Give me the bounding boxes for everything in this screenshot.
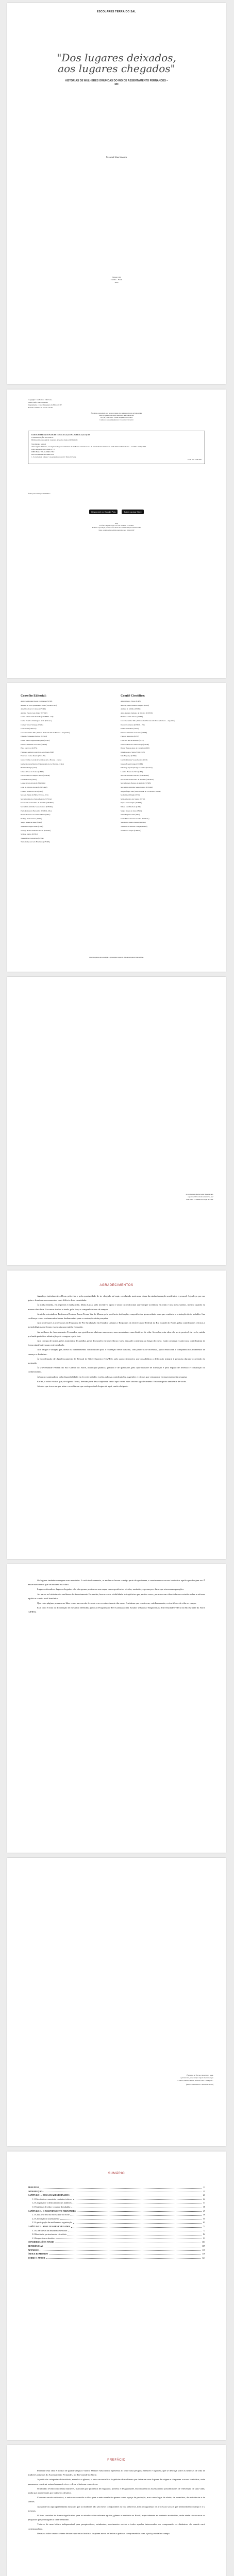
board-member: Vânia Alves Martins Chaigar (FURG) bbox=[121, 825, 147, 827]
board-member: Élsio José Corá (UFFS) bbox=[21, 747, 38, 750]
board-member: Maria Cristina dos Santos Bezerra (UFSCar) bbox=[21, 798, 52, 800]
book-title: "Dos lugares deixados, aos lugares chegados" bbox=[57, 52, 176, 75]
app-store-badge[interactable]: Baixe na App Store bbox=[122, 510, 143, 514]
page-title-page bbox=[7, 3, 226, 384]
paragraph: A partir das categorias de território, memória e gênero, o autor reconstrói as trajetórias de mulheres que deixaram seus lugares de origem e chegaram a novos territórios, onde passaram a construir outras formas de viver e de se relacionar com a terra. bbox=[28, 2478, 205, 2485]
page-summary bbox=[7, 2151, 226, 2440]
board-right-column bbox=[121, 694, 213, 833]
page-dedication bbox=[7, 977, 226, 1265]
toc-entry-title: 2.3 A participação das mulheres na organização bbox=[32, 2221, 72, 2224]
paragraph: A todos que torceram por mim e acreditaram que seria possível chegar até aqui, muito obrigado. bbox=[37, 1385, 128, 1388]
paragraph: À banca examinadora, pela disponibilidade em ler este trabalho e pelas valiosas contribuições, sugestões e críticas que certamente enriqueceram esta pesquisa. bbox=[37, 1375, 188, 1378]
epigraph-line: "É preciso ter força, é preciso ter raça, bbox=[186, 2074, 213, 2076]
footer-line: Foi feito o depósito legal conf. Lei 10.994 de 14/12/2004 bbox=[99, 524, 134, 527]
board-member: Sérgio Nunes de Jesus (IFRO) bbox=[121, 809, 142, 812]
legal-line: Conheça os nossos lançamentos: www.editoracrv.com.br bbox=[99, 418, 133, 421]
toc-page-number: 24 bbox=[203, 2197, 205, 2200]
toc-entry[interactable] bbox=[28, 2217, 205, 2221]
dedication-line: a quem dedico minha existência, por bbox=[188, 1196, 213, 1198]
cataloging-line: ISBN Digital 978-65-5868-177-3 bbox=[31, 448, 55, 450]
legal-line: É proibida a reprodução total ou parcial desta obra sem a autorização da Editora CRV bbox=[91, 412, 142, 414]
toc-entry[interactable] bbox=[28, 2229, 205, 2233]
board-member: Fernando Antônio Gonçalves Alcoforado (IPB) bbox=[21, 751, 54, 753]
toc-entry-title: CAPÍTULO 3 – AOS LUGARES CHEGADOS bbox=[28, 2225, 71, 2228]
board-left-heading: Conselho Editorial: bbox=[21, 694, 47, 698]
board-member: Antônio Pereira Gaio Júnior (UFRRJ) bbox=[21, 711, 47, 714]
board-member: Gláucia Maria dos Santos Jorge (UFOP) bbox=[121, 743, 149, 745]
board-member: Elizeu Clementino de Souza (UNEB) bbox=[121, 731, 147, 734]
toc-entry[interactable] bbox=[28, 2209, 205, 2213]
toc-entry[interactable] bbox=[28, 2256, 205, 2260]
paragraph: Enfim, a todos e todas que, de alguma forma, fizeram parte desta trajetória, deixo aqui o meu mais sincero agradecimento. Esta conquista também é de vocês. bbox=[37, 1380, 187, 1383]
paragraph: Trata-se de uma leitura indispensável para pesquisadores, estudantes, movimentos sociais e todos aqueles interessados em compreender as dinâmicas do mundo rural contemporâneo. bbox=[28, 2523, 205, 2530]
board-right-list bbox=[121, 700, 213, 832]
toc-entry[interactable] bbox=[28, 2201, 205, 2205]
board-member: Celso Conti (UFSCar) bbox=[21, 727, 37, 730]
toc-page-number: 115 bbox=[202, 2248, 205, 2251]
board-member: Carmen Tereza Velanga (UNIR) bbox=[21, 723, 43, 726]
publisher-name: Editora CRV bbox=[112, 276, 121, 278]
toc-entry-title: 2.2 A formação do assentamento bbox=[32, 2217, 60, 2220]
dedication-line: todo amor e cuidado ao longo da vida. bbox=[186, 1198, 213, 1200]
toc-entry-title: 1.3 Trajetórias de vida e o mundo do trabalho bbox=[32, 2205, 71, 2208]
page-epigraph bbox=[7, 1858, 226, 2146]
toc-entry-title: APÊNDICE bbox=[28, 2248, 39, 2251]
toc-entry-title: CAPÍTULO 2 – O ASSENTAMENTO FERNANDES bbox=[28, 2209, 76, 2212]
board-member: Josania Portela (UFPI) bbox=[21, 778, 37, 781]
board-member: Andréia N. Militão (UEMS) bbox=[121, 708, 141, 710]
paragraph: Este livro é fruto da dissertação de mestrado defendida junto ao Programa de Pós-Graduação em Estudos Urbanos e Regionais da Universidade Federal do Rio Grande do Norte (UFRN). bbox=[28, 1606, 205, 1614]
toc-entry[interactable] bbox=[28, 2197, 205, 2201]
board-member: Simone Rodrigues Pinto (UNB) bbox=[21, 825, 43, 827]
board-member: Lourdes Helena da Silva (UFV) bbox=[121, 770, 143, 773]
toc-entry-title: 2.1 A luta pela terra no Rio Grande do Norte bbox=[32, 2213, 70, 2216]
toc-entry-title: REFERÊNCIAS bbox=[28, 2244, 43, 2247]
board-left-list bbox=[21, 700, 113, 843]
toc-entry[interactable] bbox=[28, 2244, 205, 2248]
board-member: Ana Chrystina Venancio Mignot (UERJ) bbox=[121, 704, 149, 706]
paragraph: À minha família, em especial à minha mãe, Maria Luiza, pelo incentivo, apoio e amor incondicional, que sempre acreditou em mim e nos meus sonhos, mesmo quando eu mesmo duvidava. Aos meus irmãos e irmãs, pela força e companheirismo de sempre. bbox=[28, 1303, 205, 1311]
board-member: Sydione Santos (UEPG) bbox=[21, 833, 38, 836]
toc-leader bbox=[77, 2211, 202, 2212]
continuation-body bbox=[28, 1579, 205, 1615]
toc-entry[interactable] bbox=[28, 2232, 205, 2236]
board-member: Vera Lucia Gaspar (UDESC) bbox=[121, 829, 141, 832]
board-member: Marcos Vinicius Francisco (UNOESTE) bbox=[121, 774, 149, 777]
legal-block bbox=[28, 412, 205, 421]
copyright-line: Copyright © da Editora CRV Ltda. bbox=[28, 399, 53, 401]
dedication bbox=[136, 1193, 213, 1201]
copyright-line: Revisão: Analista de Escrita e Artes bbox=[28, 406, 53, 409]
board-member: Cesar Gerónimo Tello (Universidad Nacional de Três de Febrero – Argentina) bbox=[121, 719, 175, 722]
preface-heading: PREFÁCIO bbox=[107, 2459, 126, 2462]
toc-entry-title: PREFÁCIO bbox=[28, 2186, 39, 2189]
board-member: Aldira Guimarães Duarte Domínguez (UNB) bbox=[21, 700, 53, 702]
paragraph: Aos amigos e amigas que, direta ou indiretamente, contribuíram para a realização deste trabalho, com palavras de incentivo, apoio emocional e companhia nos momentos de cansaço e desânimo. bbox=[28, 1348, 205, 1355]
toc-leader bbox=[73, 2223, 202, 2224]
toc-page-number: 23 bbox=[203, 2194, 205, 2197]
legal-line: Tel.: (41) 3039-6418 - E-mail: sac@editoracrv.com.br bbox=[100, 416, 133, 419]
board-member: Andréia da Silva Quintanilha Sousa (UNIR/UFRN) bbox=[21, 704, 57, 706]
board-member: Mohammed Elhajji (UFRJ) bbox=[121, 794, 140, 796]
board-member: Jussara Fraga Portugal (UNEB) bbox=[121, 762, 143, 765]
toc-page-number: 71 bbox=[203, 2225, 205, 2228]
board-member: Barbara Coelho Neves (UFBA) bbox=[121, 716, 143, 718]
board-member: Francisco Ari de Andrade (UFC) bbox=[121, 739, 144, 741]
cataloging-line: CATALOGAÇÃO NA FONTE bbox=[31, 436, 54, 438]
board-member: Lídia de Oliveira Xavier (UNIEURO) bbox=[21, 786, 47, 789]
toc-entry-title: ÍNDICE REMISSIVO bbox=[28, 2252, 48, 2256]
board-member: Eduardo Fernandes Barbosa (UFMG) bbox=[21, 735, 47, 738]
board-member: Altair Alberto Fávero (UPF) bbox=[121, 700, 141, 702]
toc-entry-title: CONSIDERAÇÕES FINAIS bbox=[28, 2241, 54, 2244]
board-member: Mônica Pereira dos Santos (UFRJ) bbox=[121, 798, 145, 800]
epigraph-source: (Milton Nascimento e Fernando Brant) bbox=[186, 2083, 213, 2086]
acknowledgements-heading: AGRADECIMENTOS bbox=[99, 1284, 133, 1287]
board-member: Anna Augusta Sampaio de Oliveira (UNESP) bbox=[121, 711, 153, 714]
board-member: Nilson José Machado (USP) bbox=[121, 806, 141, 808]
paragraph: Aos professores e professoras do Programa de Pós-Graduação em Estudos Urbanos e Regionais da Universidade Federal do Rio Grande do Norte, pelas contribuições teóricas e metodológicas que foram essenciais para minha formação. bbox=[28, 1321, 205, 1329]
board-member: Najela Tavares Ujiie (UTFPR) bbox=[121, 802, 142, 804]
board-member: Francisco Carlos Duarte (PUC-PR) bbox=[21, 755, 45, 757]
store-badges bbox=[7, 506, 226, 515]
board-member: Carlos Federico Dominguez Avila (Unieuro) bbox=[21, 719, 52, 722]
board-member: José de Ribamar Sousa Pereira (UCB) bbox=[121, 758, 147, 761]
paragraph: À Universidade Federal do Rio Grande do Norte, instituição pública, gratuita e de qualidade, pela oportunidade de formação e pelo espaço de reflexão e construção do conhecimento. bbox=[28, 1366, 205, 1374]
board-member: Marcelo Paixão (UFRJ e UTexas – US) bbox=[21, 794, 48, 796]
board-member: Maria Eurácia Barreto de Andrade (UFRB) bbox=[121, 782, 151, 785]
footer-line: 2020 bbox=[115, 522, 118, 524]
board-member: Sonia Maria Ferreira Koehler (UNISAL) bbox=[121, 817, 149, 820]
publisher-block bbox=[7, 276, 226, 284]
toc-page-number: 15 bbox=[203, 2190, 205, 2193]
cataloging-heading: DADOS INTERNACIONAIS DE CATALOGAÇÃO NA PUBLICAÇÃO (CIP) bbox=[31, 434, 91, 436]
toc-entry-title: CAPÍTULO 1 – DOS LUGARES DEIXADOS bbox=[28, 2194, 70, 2197]
paragraph: À Coordenação de Aperfeiçoamento de Pessoal de Nível Superior (CAPES), pelo apoio financeiro que possibilitou a dedicação integral à pesquisa durante o período do mestrado. bbox=[28, 1357, 205, 1365]
page-editorial-board bbox=[7, 683, 226, 972]
paragraph: Que estas páginas possam ser lidas como um convite à escuta e ao reconhecimento das vozes femininas que constroem, cotidianamente, os territórios da vida no campo. bbox=[37, 1602, 197, 1605]
legal-line: Todos os direitos desta edição reservados pela Editora CRV bbox=[98, 414, 135, 417]
paragraph: As narrativas aqui apresentadas mostram que as mulheres não são meras coadjuvantes na luta pela terra, mas protagonistas de processos sociais que transformam o campo e a si mesmas. bbox=[28, 2505, 205, 2512]
copyright-footer bbox=[28, 522, 205, 531]
epigraph-line: é preciso ter gana sempre. Quem traz no corpo bbox=[180, 2077, 213, 2079]
toc-entry-title: 1.1 O território e a memória: caminhos teóricos bbox=[32, 2197, 72, 2200]
toc-entry[interactable] bbox=[28, 2213, 205, 2217]
board-member: Fauston Negreiros (UFPI) bbox=[121, 735, 139, 738]
paragraph: O livro contribui de forma significativa para os estudos sobre reforma agrária, gênero e território no Brasil, especialmente no contexto nordestino, onde ainda são escassas as pesquisas que privilegiam o olhar feminino. bbox=[28, 2514, 205, 2521]
page-preface bbox=[7, 2445, 226, 2576]
board-member: Ilma Passos A. Veiga (UNICEUB) bbox=[121, 751, 145, 753]
toc-page-number: 93 bbox=[203, 2236, 205, 2240]
toc-page-number: 38 bbox=[203, 2205, 205, 2208]
board-member: Suzana dos Santos Gomes (UFMG) bbox=[121, 821, 146, 824]
toc-page-number: 31 bbox=[203, 2201, 205, 2205]
board-member: Helmuth Krüger (UCP) bbox=[21, 767, 38, 769]
board-member: Leonel Severo Rocha (UNISINOS) bbox=[21, 782, 46, 785]
toc-page-number: 107 bbox=[202, 2244, 205, 2247]
board-member: Maria Lília Imbiriba Sousa Colares (UFOPA) bbox=[21, 806, 53, 808]
board-member: Maria de Lourdes Pinto de Almeida (UNOESC) bbox=[121, 778, 155, 781]
board-member: Elizeu Clementino de Souza (UNEB) bbox=[21, 743, 47, 745]
toc-entry[interactable] bbox=[28, 2248, 205, 2252]
paragraph: Às mulheres do Assentamento Fernandes, que gentilmente abriram suas casas, suas memórias e suas histórias de vida. Sem elas, esta obra não seria possível. A vocês, minha profunda gratidão e admiração pela coragem e pela luta. bbox=[28, 1330, 205, 1337]
toc-entry-title: 3.2 Identidade, pertencimento e território bbox=[32, 2233, 67, 2236]
toc-entry-title: 3.1 As narrativas das mulheres assentadas bbox=[32, 2229, 68, 2232]
toc-page-number: 47 bbox=[203, 2209, 205, 2212]
paragraph: Prefaciar esta obra é motivo de grande alegria e honra. Manoel Nascimento apresenta ao leitor uma pesquisa sensível e rigorosa, que se debruça sobre as histórias de vida de mulheres oriundas do Assentamento Fernandes, no Rio Grande do Norte. bbox=[28, 2469, 205, 2477]
index-line: Índice para catálogo sistemático bbox=[28, 493, 51, 495]
acknowledgements-body bbox=[28, 1294, 205, 1389]
board-member: Carlos Alberto Vilar Estêvão (UMINHO – PT) bbox=[21, 716, 54, 718]
toc-page-number: 62 bbox=[203, 2221, 205, 2224]
board-member: Helder Buenos Aires de Carvalho (UFPI) bbox=[121, 747, 150, 750]
board-member: Gloria Fariñas León (Universidade de La Havana – Cuba) bbox=[21, 758, 61, 761]
cataloging-line: DOI 10.24824/978655868178.0 bbox=[31, 453, 54, 455]
board-member: João Adalberto Campato Junior (UNESP) bbox=[21, 774, 50, 777]
footer-line: Proibida a reprodução parcial ou total desta obra sem autorização da Editora CRV bbox=[92, 527, 141, 529]
paragraph: Os lugares também carregam suas memórias. A cada deslocamento, as mulheres levam consigo parte do que foram, e constroem nos novos territórios aquilo que desejam ser. É nesse movimento que se inscreve esta obra. bbox=[28, 1579, 205, 1586]
paragraph: Aos colegas de turma, pelos momentos de partilha, pelas discussões enriquecedoras e pela amizade construída ao longo do curso. Cada conversa e cada troca contribuíram de forma significativa para este resultado. bbox=[28, 1340, 205, 1347]
board-member: Guillermo Arias Beatón (Universidade de La Havana – Cuba) bbox=[21, 762, 64, 765]
toc-page-number: 55 bbox=[203, 2217, 205, 2220]
board-member: Inês Bragança (UERJ) bbox=[121, 755, 137, 757]
toc-page-number: 121 bbox=[202, 2256, 205, 2259]
paragraph: Lugares deixados e lugares chegados não são apenas pontos em um mapa, mas experiências vividas, saudades, esperanças e lutas que atravessam gerações. bbox=[37, 1588, 185, 1591]
toc-leader bbox=[71, 2215, 202, 2216]
toc-page-number: 72 bbox=[203, 2229, 205, 2232]
board-member: Maria de Lourdes Pinto de Almeida (UNOESC) bbox=[21, 802, 55, 804]
paragraph: Com uma escrita cuidadosa, o autor nos convida a olhar para o meio rural não apenas como espaço de produção, mas como lugar de afetos, de memórias, de resistências e de sonhos. bbox=[28, 2496, 205, 2503]
toc-entry[interactable] bbox=[28, 2190, 205, 2194]
publisher-city: Curitiba – Brasil bbox=[110, 279, 123, 281]
book-subtitle: HISTÓRIAS DE MULHERES ORIUNDAS DO RIO DE ASSENTAMENTO FERNANDES – RN bbox=[65, 79, 168, 86]
toc-entry[interactable] bbox=[28, 2225, 205, 2229]
paragraph: Agradeço inicialmente a Deus, pela vida e pela oportunidade de ter chegado até aqui, concluindo mais uma etapa da minha formação acadêmica e pessoal. Agradeço, por me guiar e iluminar nos momentos mais difíceis desta caminhada. bbox=[28, 1295, 205, 1302]
board-member: Elione Maria Nogueira Diogenes (UFAL) bbox=[21, 739, 50, 741]
paragraph: À minha orientadora, Professora Doutora Joana Tereza Vaz de Moura, pela paciência, dedicação, competência e generosidade com que conduziu a orientação deste trabalho. Sua confiança e seus ensinamentos foram fundamentais para a construção desta pesquisa. bbox=[28, 1312, 205, 1320]
board-member: Renato Francisco dos Santos Paula (UFG) bbox=[21, 814, 51, 816]
toc-page-number: 101 bbox=[202, 2241, 205, 2244]
page-text-continuation bbox=[7, 1564, 226, 1853]
board-member: Diosnel Centurion (UNIDA – PY) bbox=[121, 723, 145, 726]
dedication-line: A minha mãe Maria Luiza Nascimento, bbox=[186, 1193, 213, 1195]
board-member: Solange Helena Ximenes-Rocha (UFOPA) bbox=[21, 829, 51, 832]
board-member: Jailson Alves dos Santos (UFRJ) bbox=[21, 770, 44, 773]
cataloging-line: 1. Sociologia 2. Gênero 3. Assentamento rural I. Título II. Série. bbox=[31, 456, 77, 458]
board-right-heading: Comitê Científico: bbox=[121, 694, 145, 698]
toc-leader bbox=[46, 2258, 201, 2259]
toc-entry-title: SOBRE O AUTOR bbox=[28, 2256, 45, 2259]
cataloging-line: Bibliotecária responsável: Luzenira Alves dos Santos CRB9/1506 bbox=[31, 439, 78, 441]
board-member: Tadeu Oliver Gonçalves (UFPA) bbox=[21, 837, 44, 839]
board-member: Eliane Rose Maio (UEM) bbox=[121, 727, 139, 730]
toc-page-number: 84 bbox=[203, 2233, 205, 2236]
google-play-badge[interactable]: Disponível no Google Play bbox=[89, 510, 118, 514]
toc-entry-title: 3.3 Perspectivas e desafios bbox=[32, 2236, 55, 2240]
paragraph: Ao narrar as histórias das mulheres do Assentamento Fernandes, busca-se dar visibilidade às trajetórias que, muitas vezes, permanecem silenciadas nos estudos sobre a reforma agrária e o meio rural brasileiro. bbox=[28, 1592, 205, 1600]
board-member: Silvia Regina Canan (URI) bbox=[121, 814, 140, 816]
preface-body bbox=[28, 2469, 205, 2536]
page-acknowledgements bbox=[7, 1270, 226, 1559]
toc-page-number: 11 bbox=[203, 2186, 205, 2189]
epigraph-line: a marca, Maria, Maria, mistura a dor e a alegria." bbox=[177, 2079, 213, 2081]
footer-line: Todos os direitos desta edição reservados pela: Editora CRV bbox=[98, 529, 135, 531]
cataloging-box bbox=[28, 431, 205, 464]
paragraph: O trabalho revela como essas mulheres, marcadas por processos de migração, pobreza e desigualdade, encontraram no assentamento possibilidades de reinvenção de suas vidas, ainda que atravessadas por inúmeros desafios. bbox=[28, 2487, 205, 2495]
series-header: ESCOLARES TERRA DO SAL bbox=[96, 10, 137, 13]
toc-page-number: 48 bbox=[203, 2213, 205, 2216]
toc-entry-title: INTRODUÇÃO bbox=[28, 2190, 43, 2193]
toc-leader bbox=[40, 2188, 202, 2189]
toc-entry-title: 1.2 A migração e o deslocamento das mulheres bbox=[32, 2201, 72, 2205]
page-copyright bbox=[7, 389, 226, 678]
peer-review-note: Este livro passou por avaliação e aprovação às cegas de dois ou mais pareceristas ad hoc. bbox=[89, 956, 144, 958]
paragraph: Desejo a todos uma excelente leitura e que estas histórias inspirem novas reflexões e práticas comprometidas com a justiça social no campo. bbox=[37, 2532, 170, 2535]
board-member: Anselmo Alencar Colares (UFOPA) bbox=[21, 708, 46, 710]
toc-entry[interactable] bbox=[28, 2193, 205, 2197]
board-member: Maria Lília Imbiriba Sousa Colares (UFOPA) bbox=[121, 786, 153, 789]
author-name: Manoel Nascimento bbox=[106, 157, 127, 159]
board-member: Rodrigo Pratte-Santos (UFES) bbox=[21, 817, 42, 820]
toc-leader bbox=[73, 2199, 202, 2200]
cataloging-line: ISBN Físico 978-65-5868-178-0 bbox=[31, 451, 55, 453]
toc-entry[interactable] bbox=[28, 2236, 205, 2241]
copyright-line: Editor-chefe: Railson Moura bbox=[28, 401, 48, 403]
toc-page-number: 119 bbox=[202, 2252, 205, 2256]
toc-leader bbox=[40, 2250, 201, 2251]
toc-entry[interactable] bbox=[28, 2205, 205, 2209]
toc-entry[interactable] bbox=[28, 2240, 205, 2244]
cataloging-line: "Dos lugares deixados, aos lugares chegados": histórias de mulheres oriundas do rio de assentamento Fernandes – RN / Manoel Nascimento – Curitiba : CRV, 2020. bbox=[31, 446, 146, 448]
board-member: Lourdes Helena da Silva (UFV) bbox=[21, 790, 43, 792]
toc-leader bbox=[71, 2227, 202, 2228]
summary-heading: SUMÁRIO bbox=[108, 2172, 125, 2175]
publisher-year: 2020 bbox=[114, 281, 119, 283]
board-member: Kilwangy Kya Kapitango-a-Samba (Unemat) bbox=[121, 767, 153, 769]
cataloging-line: CDU 316 CDD 305 bbox=[187, 459, 202, 461]
toc-entry[interactable] bbox=[28, 2252, 205, 2256]
board-left-column bbox=[21, 694, 113, 845]
board-member: Tania Suely Azevedo Brasileiro (UFOPA) bbox=[21, 841, 50, 843]
toc-list bbox=[28, 2185, 205, 2260]
epigraph bbox=[121, 2074, 213, 2086]
board-member: Cesar Gerónimo Tello (Univer. Nacional Três de Febrero – Argentina) bbox=[21, 731, 70, 734]
toc-entry[interactable] bbox=[28, 2185, 205, 2190]
cataloging-line: Nascimento, Manoel bbox=[31, 443, 46, 445]
copyright-line: Diagramação e Capa: Designers da Editora CRV bbox=[28, 404, 62, 406]
toc-entry[interactable] bbox=[28, 2221, 205, 2225]
board-member: Sérgio Nunes de Jesus (IFRO) bbox=[21, 821, 42, 824]
board-member: Míguel Ángel Pino (Universidade de La Havana – Cuba) bbox=[121, 790, 161, 792]
copyright-block bbox=[28, 399, 131, 409]
board-member: Paulo Romualdo Hernandes (UNIFAL-MG) bbox=[21, 809, 52, 812]
